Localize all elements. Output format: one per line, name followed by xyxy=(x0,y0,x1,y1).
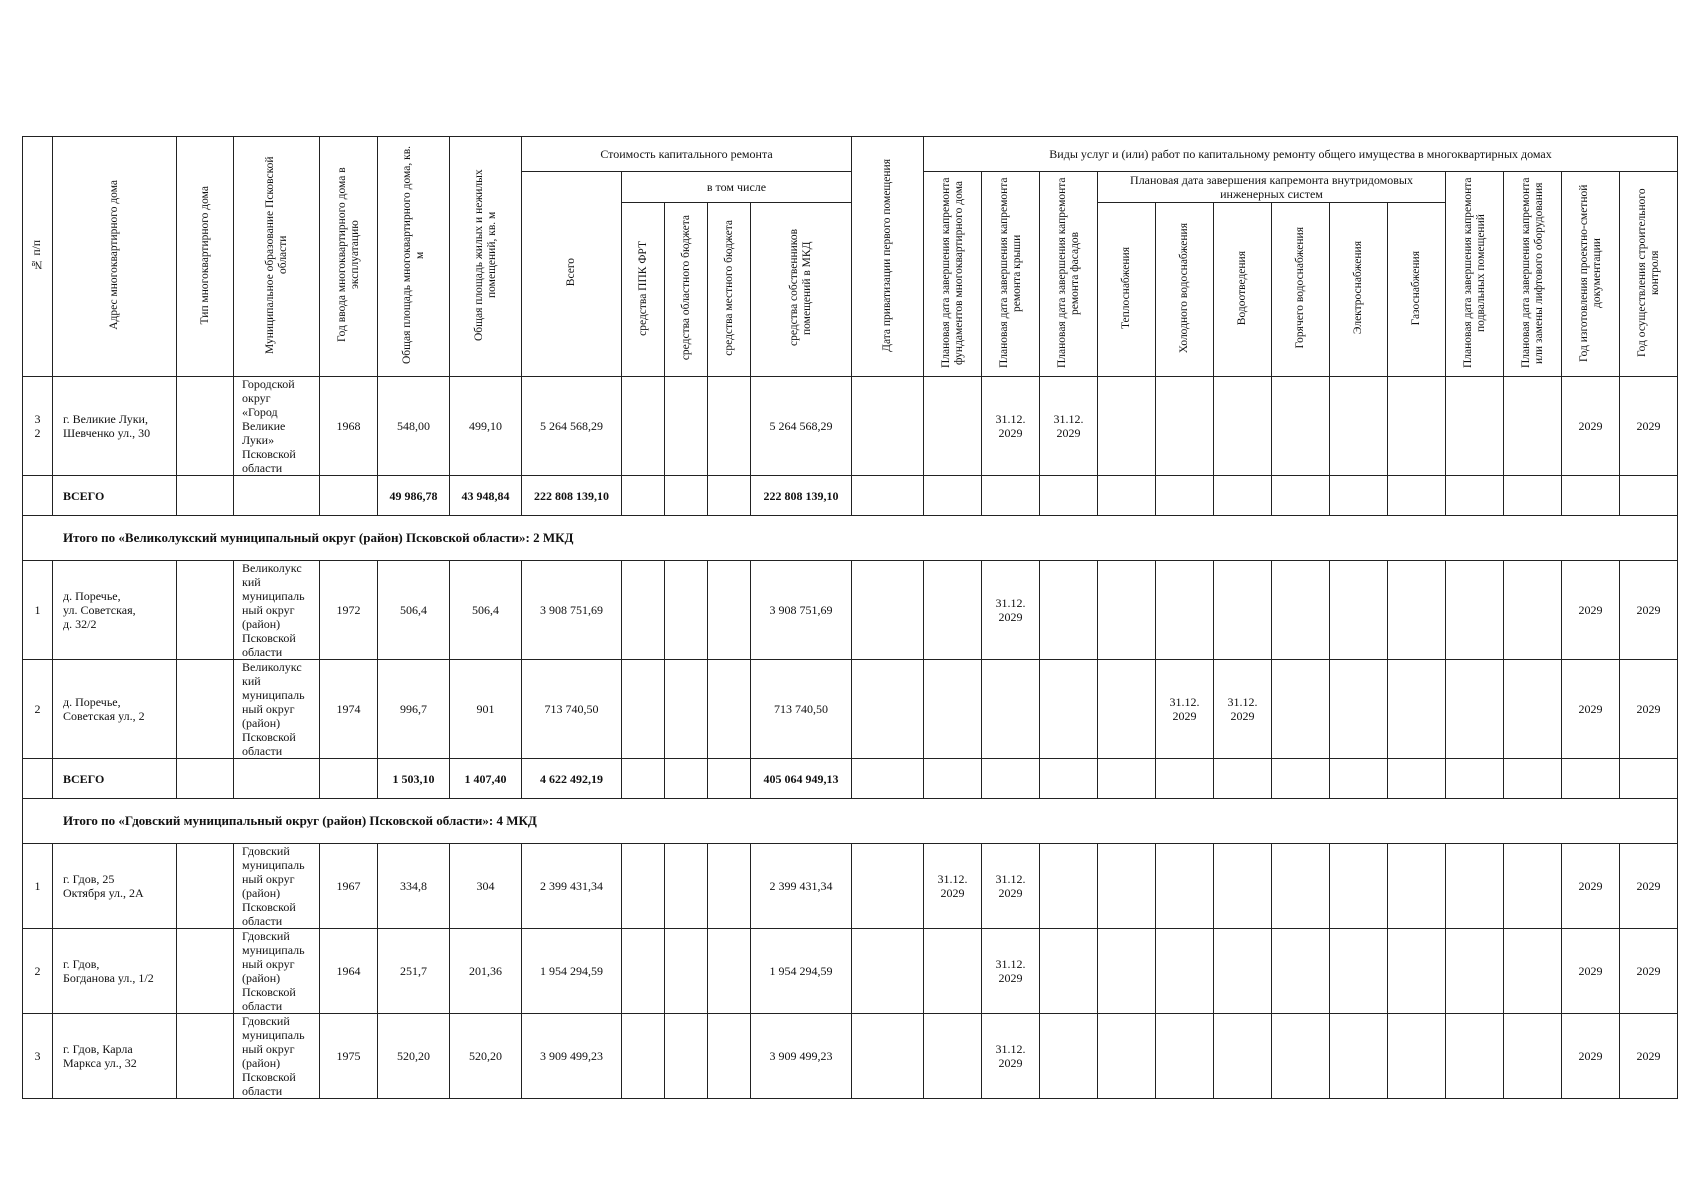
cell-basement xyxy=(1446,844,1504,929)
empty-cell xyxy=(665,759,708,799)
cell-mo: Великолукс кий муниципаль ный округ (район) Псковской области xyxy=(234,561,320,660)
cell-mo: Великолукс кий муниципаль ный округ (район) Псковской области xyxy=(234,660,320,759)
cell-electric xyxy=(1330,660,1388,759)
header-design-year: Год изготовления проектно-сметной документации xyxy=(1562,172,1620,377)
cell-cost-total: 3 909 499,23 xyxy=(522,1014,622,1099)
cell-cold-water xyxy=(1156,1014,1214,1099)
capital-repair-table xyxy=(22,136,1678,1099)
cell-address: д. Поречье, ул. Советская, д. 32/2 xyxy=(53,561,177,660)
empty-cell xyxy=(1446,759,1504,799)
empty-cell xyxy=(177,476,234,516)
header-control-year: Год осуществления строительного контроля xyxy=(1620,172,1678,377)
cell-owners: 2 399 431,34 xyxy=(751,844,852,929)
table-row xyxy=(23,561,1678,660)
total-row xyxy=(23,759,1678,799)
cell-ppk xyxy=(622,844,665,929)
cell-premises-area: 201,36 xyxy=(450,929,522,1014)
empty-cell xyxy=(1330,759,1388,799)
cell-hot-water xyxy=(1272,377,1330,476)
cell-electric xyxy=(1330,377,1388,476)
empty-cell xyxy=(1040,476,1098,516)
cell-gas xyxy=(1388,660,1446,759)
header-incl: в том числе xyxy=(622,172,852,203)
header-type: Тип многоквартирного дома xyxy=(177,137,234,377)
cell-foundation: 31.12. 2029 xyxy=(924,844,982,929)
cell-foundation xyxy=(924,561,982,660)
cell-foundation xyxy=(924,377,982,476)
header-sewer: Водоотведения xyxy=(1214,203,1272,377)
cell-gas xyxy=(1388,929,1446,1014)
table-body xyxy=(23,377,1678,1099)
header-address: Адрес многоквартирного дома xyxy=(53,137,177,377)
empty-cell xyxy=(708,476,751,516)
cell-cold-water xyxy=(1156,377,1214,476)
cell-total-area: 334,8 xyxy=(378,844,450,929)
cell-basement xyxy=(1446,1014,1504,1099)
cell-year: 1967 xyxy=(320,844,378,929)
cell-owners: 3 909 499,23 xyxy=(751,1014,852,1099)
cell-year: 1972 xyxy=(320,561,378,660)
cell-privatization xyxy=(852,561,924,660)
empty-cell xyxy=(1562,759,1620,799)
total-cost-total: 222 808 139,10 xyxy=(522,476,622,516)
group-summary-row xyxy=(23,516,1678,561)
empty-cell xyxy=(23,759,53,799)
empty-cell xyxy=(1272,476,1330,516)
cell-control-year: 2029 xyxy=(1620,660,1678,759)
cell-mo: Гдовский муниципаль ный округ (район) Псковской области xyxy=(234,844,320,929)
cell-cold-water xyxy=(1156,929,1214,1014)
empty-cell xyxy=(982,476,1040,516)
table-row xyxy=(23,377,1678,476)
header-mo: Муниципальное образование Псковской области xyxy=(234,137,320,377)
cell-cost-total: 713 740,50 xyxy=(522,660,622,759)
table-row xyxy=(23,929,1678,1014)
cell-design-year: 2029 xyxy=(1562,844,1620,929)
cell-mo: Гдовский муниципаль ный округ (район) Псковской области xyxy=(234,1014,320,1099)
cell-facade: 31.12. 2029 xyxy=(1040,377,1098,476)
empty-cell xyxy=(23,476,53,516)
cell-foundation xyxy=(924,929,982,1014)
header-lift: Плановая дата завершения капремонта или замены лифтового оборудования xyxy=(1504,172,1562,377)
cell-cost-total: 1 954 294,59 xyxy=(522,929,622,1014)
cell-owners: 1 954 294,59 xyxy=(751,929,852,1014)
cell-sewer: 31.12. 2029 xyxy=(1214,660,1272,759)
cell-heating xyxy=(1098,377,1156,476)
cell-design-year: 2029 xyxy=(1562,561,1620,660)
cell-year: 1968 xyxy=(320,377,378,476)
table-row xyxy=(23,660,1678,759)
cell-facade xyxy=(1040,561,1098,660)
cell-ppk xyxy=(622,377,665,476)
cell-type xyxy=(177,561,234,660)
cell-local xyxy=(708,561,751,660)
cell-roof: 31.12. 2029 xyxy=(982,929,1040,1014)
header-hot-water: Горячего водоснабжения xyxy=(1272,203,1330,377)
cell-design-year: 2029 xyxy=(1562,929,1620,1014)
cell-premises-area: 506,4 xyxy=(450,561,522,660)
cell-privatization xyxy=(852,844,924,929)
header-privatization: Дата приватизации первого помещения xyxy=(852,137,924,377)
cell-roof: 31.12. 2029 xyxy=(982,844,1040,929)
cell-hot-water xyxy=(1272,929,1330,1014)
cell-roof: 31.12. 2029 xyxy=(982,561,1040,660)
empty-cell xyxy=(1098,476,1156,516)
total-label: ВСЕГО xyxy=(53,759,177,799)
cell-hot-water xyxy=(1272,660,1330,759)
cell-ppk xyxy=(622,561,665,660)
empty-cell xyxy=(708,759,751,799)
cell-basement xyxy=(1446,660,1504,759)
empty-cell xyxy=(924,759,982,799)
cell-gas xyxy=(1388,844,1446,929)
cell-basement xyxy=(1446,377,1504,476)
cell-control-year: 2029 xyxy=(1620,1014,1678,1099)
cell-control-year: 2029 xyxy=(1620,377,1678,476)
cell-heating xyxy=(1098,929,1156,1014)
cell-num: 1 xyxy=(23,844,53,929)
cell-hot-water xyxy=(1272,844,1330,929)
group-summary-text: Итого по «Гдовский муниципальный округ (район) Псковской области»: 4 МКД xyxy=(23,799,1678,844)
total-owners: 222 808 139,10 xyxy=(751,476,852,516)
empty-cell xyxy=(320,759,378,799)
header-premises-area: Общая площадь жилых и нежилых помещений, кв. м xyxy=(450,137,522,377)
cell-sewer xyxy=(1214,561,1272,660)
empty-cell xyxy=(1272,759,1330,799)
cell-facade xyxy=(1040,660,1098,759)
empty-cell xyxy=(924,476,982,516)
cell-mo: Гдовский муниципаль ный округ (район) Псковской области xyxy=(234,929,320,1014)
cell-total-area: 251,7 xyxy=(378,929,450,1014)
header-basement: Плановая дата завершения капремонта подвальных помещений xyxy=(1446,172,1504,377)
cell-regional xyxy=(665,1014,708,1099)
cell-basement xyxy=(1446,929,1504,1014)
cell-local xyxy=(708,1014,751,1099)
cell-year: 1964 xyxy=(320,929,378,1014)
cell-cold-water xyxy=(1156,561,1214,660)
cell-local xyxy=(708,844,751,929)
empty-cell xyxy=(320,476,378,516)
cell-type xyxy=(177,844,234,929)
cell-sewer xyxy=(1214,1014,1272,1099)
header-systems-group: Плановая дата завершения капремонта внутридомовых инженерных систем xyxy=(1098,172,1446,203)
cell-heating xyxy=(1098,660,1156,759)
cell-num: 2 xyxy=(23,929,53,1014)
cell-gas xyxy=(1388,561,1446,660)
empty-cell xyxy=(234,759,320,799)
cell-heating xyxy=(1098,1014,1156,1099)
cell-gas xyxy=(1388,1014,1446,1099)
header-year-built: Год ввода многоквартирного дома в эксплуатацию xyxy=(320,137,378,377)
cell-sewer xyxy=(1214,844,1272,929)
cell-design-year: 2029 xyxy=(1562,660,1620,759)
cell-year: 1975 xyxy=(320,1014,378,1099)
cell-cost-total: 5 264 568,29 xyxy=(522,377,622,476)
cell-facade xyxy=(1040,929,1098,1014)
cell-address: д. Поречье, Советская ул., 2 xyxy=(53,660,177,759)
group-summary-text: Итого по «Великолукский муниципальный округ (район) Псковской области»: 2 МКД xyxy=(23,516,1678,561)
cell-num: 1 xyxy=(23,561,53,660)
cell-regional xyxy=(665,929,708,1014)
cell-sewer xyxy=(1214,929,1272,1014)
total-total-area: 49 986,78 xyxy=(378,476,450,516)
table-header xyxy=(23,137,1678,377)
cell-total-area: 520,20 xyxy=(378,1014,450,1099)
cell-local xyxy=(708,377,751,476)
cell-type xyxy=(177,377,234,476)
cell-roof xyxy=(982,660,1040,759)
cell-total-area: 506,4 xyxy=(378,561,450,660)
cell-lift xyxy=(1504,377,1562,476)
cell-premises-area: 499,10 xyxy=(450,377,522,476)
cell-electric xyxy=(1330,561,1388,660)
header-electric: Электроснабжения xyxy=(1330,203,1388,377)
cell-lift xyxy=(1504,1014,1562,1099)
empty-cell xyxy=(622,759,665,799)
cell-hot-water xyxy=(1272,1014,1330,1099)
table-row xyxy=(23,1014,1678,1099)
header-cold-water: Холодного водоснабжения xyxy=(1156,203,1214,377)
cell-electric xyxy=(1330,929,1388,1014)
empty-cell xyxy=(1620,759,1678,799)
cell-local xyxy=(708,660,751,759)
cell-ppk xyxy=(622,660,665,759)
cell-foundation xyxy=(924,1014,982,1099)
total-premises-area: 43 948,84 xyxy=(450,476,522,516)
cell-regional xyxy=(665,561,708,660)
cell-privatization xyxy=(852,1014,924,1099)
cell-total-area: 548,00 xyxy=(378,377,450,476)
cell-type xyxy=(177,660,234,759)
cell-type xyxy=(177,1014,234,1099)
empty-cell xyxy=(234,476,320,516)
total-cost-total: 4 622 492,19 xyxy=(522,759,622,799)
header-cost-total: Всего xyxy=(522,172,622,377)
cell-num: 3 2 xyxy=(23,377,53,476)
total-label: ВСЕГО xyxy=(53,476,177,516)
cell-privatization xyxy=(852,660,924,759)
empty-cell xyxy=(622,476,665,516)
cell-num: 2 xyxy=(23,660,53,759)
cell-address: г. Гдов, 25 Октября ул., 2А xyxy=(53,844,177,929)
empty-cell xyxy=(1504,759,1562,799)
total-row xyxy=(23,476,1678,516)
cell-mo: Городской округ «Город Великие Луки» Псковской области xyxy=(234,377,320,476)
cell-hot-water xyxy=(1272,561,1330,660)
empty-cell xyxy=(1098,759,1156,799)
empty-cell xyxy=(1156,759,1214,799)
header-heating: Теплоснабжения xyxy=(1098,203,1156,377)
cell-basement xyxy=(1446,561,1504,660)
header-facade: Плановая дата завершения капремонта ремонта фасадов xyxy=(1040,172,1098,377)
empty-cell xyxy=(1388,476,1446,516)
cell-num: 3 xyxy=(23,1014,53,1099)
cell-cold-water: 31.12. 2029 xyxy=(1156,660,1214,759)
total-total-area: 1 503,10 xyxy=(378,759,450,799)
cell-lift xyxy=(1504,844,1562,929)
capital-repair-table-sheet xyxy=(22,136,1677,1099)
cell-lift xyxy=(1504,660,1562,759)
empty-cell xyxy=(1446,476,1504,516)
cell-regional xyxy=(665,377,708,476)
header-works-group: Виды услуг и (или) работ по капитальному ремонту общего имущества в многоквартирных домах xyxy=(924,137,1678,172)
empty-cell xyxy=(177,759,234,799)
cell-premises-area: 901 xyxy=(450,660,522,759)
cell-premises-area: 520,20 xyxy=(450,1014,522,1099)
cell-control-year: 2029 xyxy=(1620,561,1678,660)
cell-roof: 31.12. 2029 xyxy=(982,377,1040,476)
cell-roof: 31.12. 2029 xyxy=(982,1014,1040,1099)
cell-control-year: 2029 xyxy=(1620,844,1678,929)
table-row xyxy=(23,844,1678,929)
cell-privatization xyxy=(852,377,924,476)
total-owners: 405 064 949,13 xyxy=(751,759,852,799)
cell-address: г. Гдов, Карла Маркса ул., 32 xyxy=(53,1014,177,1099)
cell-owners: 713 740,50 xyxy=(751,660,852,759)
empty-cell xyxy=(1388,759,1446,799)
cell-owners: 3 908 751,69 xyxy=(751,561,852,660)
cell-electric xyxy=(1330,1014,1388,1099)
cell-design-year: 2029 xyxy=(1562,1014,1620,1099)
cell-heating xyxy=(1098,561,1156,660)
cell-electric xyxy=(1330,844,1388,929)
total-premises-area: 1 407,40 xyxy=(450,759,522,799)
cell-heating xyxy=(1098,844,1156,929)
header-gas: Газоснабжения xyxy=(1388,203,1446,377)
empty-cell xyxy=(1214,759,1272,799)
cell-total-area: 996,7 xyxy=(378,660,450,759)
cell-cost-total: 3 908 751,69 xyxy=(522,561,622,660)
empty-cell xyxy=(1620,476,1678,516)
header-roof: Плановая дата завершения капремонта ремонта крыши xyxy=(982,172,1040,377)
group-summary-row xyxy=(23,799,1678,844)
cell-owners: 5 264 568,29 xyxy=(751,377,852,476)
cell-design-year: 2029 xyxy=(1562,377,1620,476)
header-ppk: средства ППК ФРТ xyxy=(622,203,665,377)
header-local: средства местного бюджета xyxy=(708,203,751,377)
cell-lift xyxy=(1504,561,1562,660)
empty-cell xyxy=(852,476,924,516)
empty-cell xyxy=(1504,476,1562,516)
cell-foundation xyxy=(924,660,982,759)
empty-cell xyxy=(665,476,708,516)
empty-cell xyxy=(1156,476,1214,516)
empty-cell xyxy=(1562,476,1620,516)
empty-cell xyxy=(852,759,924,799)
cell-local xyxy=(708,929,751,1014)
cell-control-year: 2029 xyxy=(1620,929,1678,1014)
cell-cost-total: 2 399 431,34 xyxy=(522,844,622,929)
header-regional: средства областного бюджета xyxy=(665,203,708,377)
cell-regional xyxy=(665,844,708,929)
cell-facade xyxy=(1040,1014,1098,1099)
cell-type xyxy=(177,929,234,1014)
cell-ppk xyxy=(622,1014,665,1099)
cell-lift xyxy=(1504,929,1562,1014)
cell-privatization xyxy=(852,929,924,1014)
empty-cell xyxy=(982,759,1040,799)
header-cost-group: Стоимость капитального ремонта xyxy=(522,137,852,172)
header-num: № п/п xyxy=(23,137,53,377)
cell-ppk xyxy=(622,929,665,1014)
cell-address: г. Великие Луки, Шевченко ул., 30 xyxy=(53,377,177,476)
header-foundation: Плановая дата завершения капремонта фундаментов многоквартирного дома xyxy=(924,172,982,377)
header-owners: средства собственников помещений в МКД xyxy=(751,203,852,377)
cell-facade xyxy=(1040,844,1098,929)
empty-cell xyxy=(1040,759,1098,799)
cell-premises-area: 304 xyxy=(450,844,522,929)
cell-year: 1974 xyxy=(320,660,378,759)
empty-cell xyxy=(1330,476,1388,516)
header-total-area: Общая площадь многоквартирного дома, кв. м xyxy=(378,137,450,377)
empty-cell xyxy=(1214,476,1272,516)
cell-gas xyxy=(1388,377,1446,476)
cell-cold-water xyxy=(1156,844,1214,929)
cell-regional xyxy=(665,660,708,759)
cell-address: г. Гдов, Богданова ул., 1/2 xyxy=(53,929,177,1014)
cell-sewer xyxy=(1214,377,1272,476)
